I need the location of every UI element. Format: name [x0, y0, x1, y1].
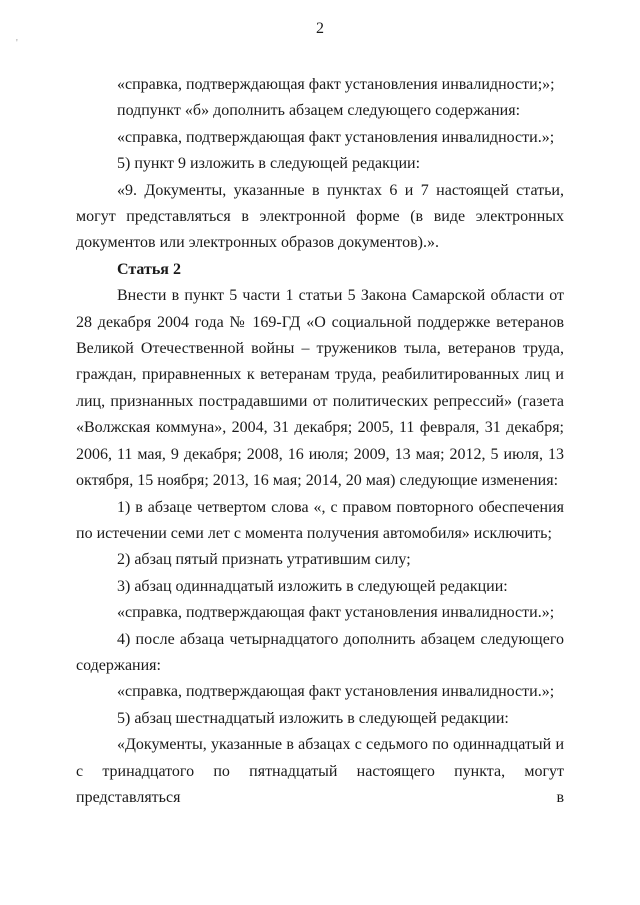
- paragraph-change-5: 5) абзац шестнадцатый изложить в следующей редакции:: [117, 709, 509, 727]
- paragraph-subpoint-b: подпункт «б» дополнить абзацем следующего содержания:: [117, 102, 521, 120]
- paragraph-article-2-intro: Внести в пункт 5 части 1 статьи 5 Закона Самарской области от 28 декабря 2004 года № 169-ГД «О социальной поддержке ветеранов Великой Отечественной войны – тружеников тыла, ветеранов труда, граждан, приравненных к ветеранам труда, реабилитированных лиц и лиц, признанных пострадавшими от политических репрессий» (газета «Волжская коммуна», 2004, 31 декабря; 2005, 11 февраля, 31 декабря; 2006, 11 мая, 9 декабря; 2008, 16 июля; 2009, 13 мая; 2012, 5 июля, 13 октября, 15 ноября; 2013, 16 мая; 2014, 20 мая) следующие изменения:: [76, 287, 564, 490]
- paragraph-change-4: 4) после абзаца четырнадцатого дополнить абзацем следующего содержания:: [76, 630, 564, 674]
- page-number: 2: [316, 20, 324, 37]
- paragraph-point-9: «9. Документы, указанные в пунктах 6 и 7 настоящей статьи, могут представляться в электронной форме (в виде электронных документов или электронных образов документов).».: [76, 181, 564, 252]
- paragraph-quote-2: «справка, подтверждающая факт установления инвалидности.»;: [117, 128, 555, 146]
- paragraph-change-2: 2) абзац пятый признать утратившим силу;: [117, 551, 411, 569]
- paragraph-change-1: 1) в абзаце четвертом слова «, с правом повторного обеспечения по истечении семи лет с момента получения автомобиля» исключить;: [76, 498, 564, 542]
- paragraph-quote-4: «справка, подтверждающая факт установления инвалидности.»;: [117, 683, 555, 701]
- paragraph-item-5: 5) пункт 9 изложить в следующей редакции:: [117, 155, 421, 173]
- margin-mark: ': [16, 38, 18, 49]
- document-body: [76, 72, 564, 811]
- paragraph-documents: «Документы, указанные в абзацах с седьмого по одиннадцатый и с тринадцатого по пятнадцатый настоящего пункта, могут представляться в: [76, 736, 564, 806]
- article-heading: Статья 2: [117, 260, 181, 278]
- paragraph-change-3: 3) абзац одиннадцатый изложить в следующей редакции:: [117, 577, 508, 595]
- paragraph-quote-1: «справка, подтверждающая факт установления инвалидности;»;: [117, 76, 555, 93]
- paragraph-quote-3: «справка, подтверждающая факт установления инвалидности.»;: [117, 604, 555, 622]
